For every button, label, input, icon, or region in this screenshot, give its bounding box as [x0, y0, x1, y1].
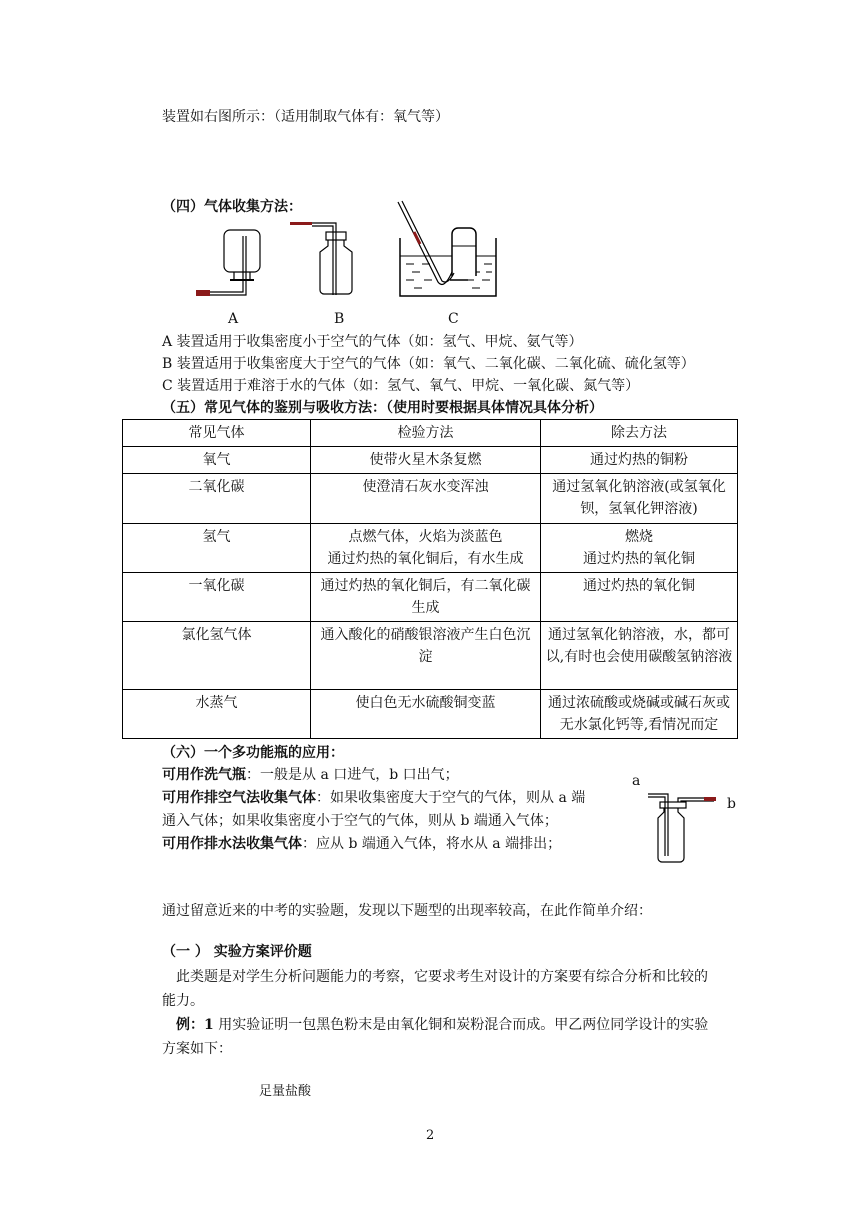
apparatus-b-diagram	[290, 214, 370, 304]
table-cell: 通过氢氧化钠溶液，水，都可以,有时也会使用碳酸氢钠溶液	[541, 622, 738, 690]
table-cell: 使澄清石灰水变浑浊	[311, 474, 541, 524]
example-text: 用实验证明一包黑色粉末是由氧化铜和炭粉混合而成。甲乙两位同学设计的实验	[213, 1017, 709, 1033]
label-a: A	[228, 311, 239, 327]
note-c: C 装置适用于难溶于水的气体（如：氢气、氧气、甲烷、一氧化碳、氮气等）	[162, 378, 640, 394]
page-number: 2	[426, 1128, 435, 1143]
usage-water-collection-title: 可用作排水法收集气体	[162, 836, 302, 852]
part1-paragraph-line2: 能力。	[162, 993, 204, 1009]
table-cell: 燃烧 通过灼热的氧化铜	[541, 524, 738, 573]
example-label: 例：1	[176, 1017, 214, 1033]
usage-air-collection-title: 可用作排空气法收集气体	[162, 790, 316, 806]
header-removal: 除去方法	[541, 420, 738, 447]
gas-identification-table	[122, 419, 738, 739]
example-line1	[176, 1014, 708, 1036]
table-row	[123, 622, 738, 690]
table-row	[123, 690, 738, 739]
table-cell: 氯化氢气体	[123, 622, 311, 690]
header-gas: 常见气体	[123, 420, 311, 447]
table-row	[123, 447, 738, 474]
usage-wash-bottle	[162, 764, 459, 786]
usage-water-collection	[162, 833, 561, 855]
usage-wash-bottle-title: 可用作洗气瓶	[162, 767, 246, 783]
example-line2: 方案如下：	[162, 1041, 232, 1057]
table-cell: 氧气	[123, 447, 311, 474]
table-header-row	[123, 420, 738, 447]
table-cell: 氢气	[123, 524, 311, 573]
table-cell: 通过浓硫酸或烧碱或碱石灰或无水氯化钙等,看情况而定	[541, 690, 738, 739]
observation-text: 通过留意近来的中考的实验题，发现以下题型的出现率较高，在此作简单介绍：	[162, 903, 652, 919]
table-cell: 水蒸气	[123, 690, 311, 739]
usage-air-collection-cont: 通入气体；如果收集密度小于空气的气体，则从 b 端通入气体；	[162, 813, 558, 829]
label-b: B	[334, 311, 345, 327]
section5-heading: （五）常见气体的鉴别与吸收方法：（使用时要根据具体情况具体分析）	[162, 400, 603, 416]
table-row	[123, 573, 738, 622]
section6-heading: （六）一个多功能瓶的应用：	[162, 745, 344, 761]
table-cell: 通过灼热的氧化铜后，有二氧化碳生成	[311, 573, 541, 622]
label-c: C	[448, 311, 459, 327]
table-cell: 通过氢氧化钠溶液(或氢氧化钡，氢氧化钾溶液)	[541, 474, 738, 524]
apparatus-c-diagram	[388, 198, 508, 304]
section4-heading: （四）气体收集方法：	[162, 199, 302, 215]
note-a: A 装置适用于收集密度小于空气的气体（如：氢气、甲烷、氨气等）	[162, 334, 583, 350]
usage-air-collection	[162, 787, 585, 809]
table-cell: 使带火星木条复燃	[311, 447, 541, 474]
usage-water-collection-text: ：应从 b 端通入气体，将水从 a 端排出；	[302, 836, 562, 852]
note-b: B 装置适用于收集密度大于空气的气体（如：氧气、二氧化碳、二氧化硫、硫化氢等）	[162, 356, 695, 372]
table-cell: 通入酸化的硝酸银溶液产生白色沉淀	[311, 622, 541, 690]
bottle-label-a: a	[632, 773, 641, 789]
table-row	[123, 474, 738, 524]
part1-paragraph-line1: 此类题是对学生分析问题能力的考察，它要求考生对设计的方案要有综合分析和比较的	[176, 969, 708, 985]
reagent-label: 足量盐酸	[259, 1084, 312, 1099]
apparatus-a-diagram	[190, 222, 280, 302]
table-cell: 点燃气体，火焰为淡蓝色 通过灼热的氧化铜后，有水生成	[311, 524, 541, 573]
usage-air-collection-text: ：如果收集密度大于空气的气体，则从 a 端	[316, 790, 586, 806]
table-cell: 通过灼热的铜粉	[541, 447, 738, 474]
intro-line: 装置如右图所示：（适用制取气体有：氧气等）	[162, 109, 449, 125]
usage-wash-bottle-text: ：一般是从 a 口进气，b 口出气；	[246, 767, 459, 783]
table-cell: 二氧化碳	[123, 474, 311, 524]
bottle-label-b: b	[727, 796, 736, 812]
table-row	[123, 524, 738, 573]
table-cell: 通过灼热的氧化铜	[541, 573, 738, 622]
header-test: 检验方法	[311, 420, 541, 447]
table-cell: 一氧化碳	[123, 573, 311, 622]
table-cell: 使白色无水硫酸铜变蓝	[311, 690, 541, 739]
multifunction-bottle-diagram	[640, 786, 730, 866]
part1-heading: （一 ） 实验方案评价题	[162, 944, 312, 960]
